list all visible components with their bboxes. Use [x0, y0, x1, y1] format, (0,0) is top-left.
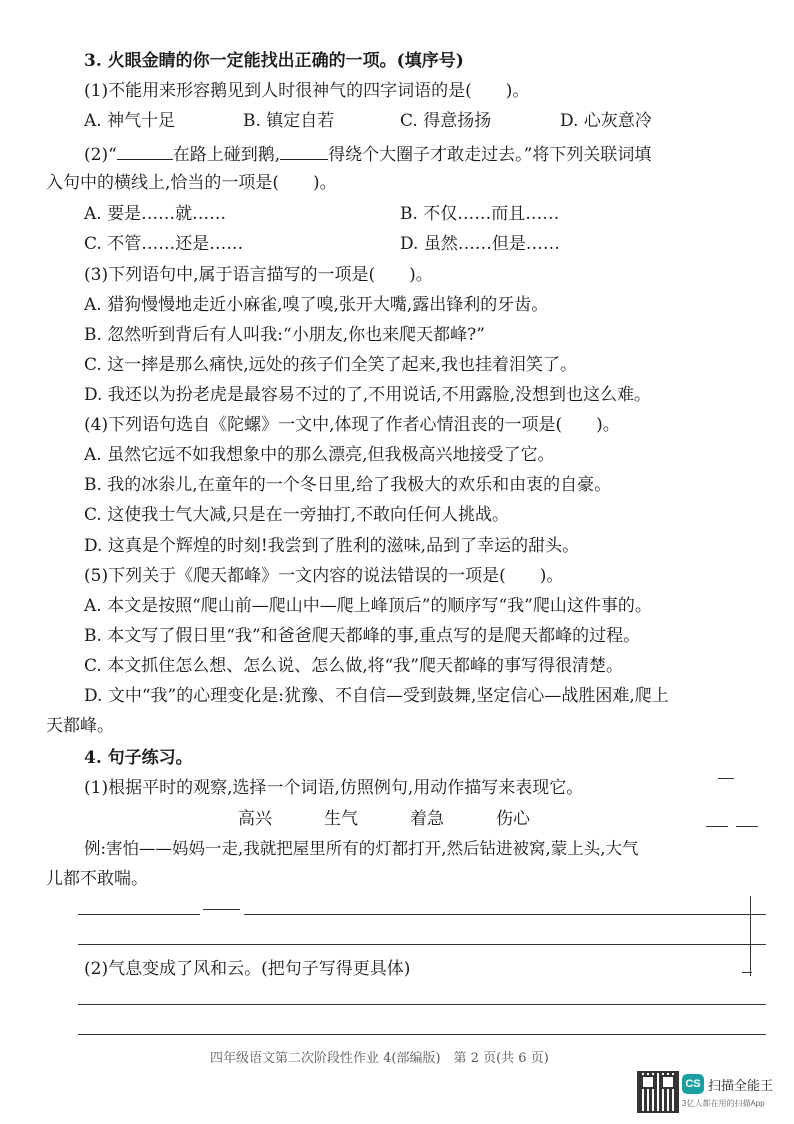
- stray-mark: [718, 778, 734, 779]
- q3-1-stem: (1)不能用来形容鹅见到人时很神气的四字词语的是( )。: [84, 81, 530, 101]
- fill-blank-2[interactable]: [280, 142, 328, 160]
- scanner-tagline: 3亿人都在用的扫描App: [682, 1099, 765, 1108]
- question-3-title: 3. 火眼金睛的你一定能找出正确的一项。(填序号): [84, 51, 464, 71]
- q3-3-option-b: B. 忽然听到背后有人叫我:“小朋友,你也来爬天都峰?”: [84, 325, 485, 345]
- q3-5-option-c: C. 本文抓住怎么想、怎么说、怎么做,将“我”爬天都峰的事写得很清楚。: [84, 656, 623, 676]
- word-choice-4: 伤心: [496, 809, 530, 829]
- q3-3-option-a: A. 猎狗慢慢地走近小麻雀,嗅了嗅,张开大嘴,露出锋利的牙齿。: [84, 295, 549, 315]
- q4-2-stem: (2)气息变成了风和云。(把句子写得更具体): [84, 959, 411, 979]
- q3-2-stem-line2: 入句中的横线上,恰当的一项是( )。: [46, 173, 337, 193]
- qr-code-icon: [637, 1071, 679, 1113]
- stray-mark: [742, 972, 752, 973]
- q3-4-stem: (4)下列语句选自《陀螺》一文中,体现了作者心情沮丧的一项是( )。: [84, 415, 620, 435]
- q3-2-option-a: A. 要是……就……: [84, 204, 227, 224]
- answer-line-4[interactable]: [78, 1034, 766, 1035]
- q3-1-option-d: D. 心灰意冷: [560, 111, 652, 131]
- stray-mark: [706, 826, 728, 827]
- q3-3-option-d: D. 我还以为扮老虎是最容易不过的了,不用说话,不用露脸,没想到也这么难。: [84, 385, 652, 405]
- q3-5-stem: (5)下列关于《爬天都峰》一文内容的说法错误的一项是( )。: [84, 566, 564, 586]
- q3-2-stem: [84, 142, 651, 166]
- question-4-title: 4. 句子练习。: [84, 748, 193, 768]
- q3-1-option-c: C. 得意扬扬: [400, 111, 492, 131]
- q3-5-option-d: D. 文中“我”的心理变化是:犹豫、不自信—受到鼓舞,坚定信心—战胜困难,爬上: [84, 686, 669, 706]
- answer-line-word[interactable]: [78, 914, 200, 915]
- margin-mark: [750, 896, 751, 976]
- q3-4-option-b: B. 我的冰尜儿,在童年的一个冬日里,给了我极大的欢乐和由衷的自豪。: [84, 475, 612, 495]
- fill-blank-1[interactable]: [117, 142, 173, 160]
- page-footer: 四年级语文第二次阶段性作业 4(部编版) 第 2 页(共 6 页): [210, 1051, 549, 1066]
- q3-2-option-c: C. 不管……还是……: [84, 234, 244, 254]
- answer-dash: [203, 909, 240, 910]
- word-choice-1: 高兴: [238, 809, 272, 829]
- q3-2-stem-part3: 得绕个大圈子才敢走过去。”将下列关联词填: [328, 145, 652, 165]
- answer-line-3[interactable]: [78, 1004, 766, 1005]
- example-sentence-line2: 儿都不敢喘。: [46, 869, 148, 889]
- q3-4-option-a: A. 虽然它远不如我想象中的那么漂亮,但我极高兴地接受了它。: [84, 445, 555, 465]
- q3-5-option-a: A. 本文是按照“爬山前—爬山中—爬上峰顶后”的顺序写“我”爬山这件事的。: [84, 596, 652, 616]
- q3-5-option-b: B. 本文写了假日里“我”和爸爸爬天都峰的事,重点写的是爬天都峰的过程。: [84, 626, 641, 646]
- scanner-app-name: 扫描全能王: [708, 1078, 774, 1093]
- q3-4-option-c: C. 这使我士气大减,只是在一旁抽打,不敢向任何人挑战。: [84, 505, 510, 525]
- word-choices: [238, 808, 582, 830]
- q3-2-option-b: B. 不仅……而且……: [400, 204, 560, 224]
- q3-2-stem-part2: 在路上碰到鹅,: [172, 145, 281, 165]
- q3-2-stem-part1: (2)“: [84, 145, 117, 165]
- answer-line-1[interactable]: [244, 914, 766, 915]
- camscanner-logo-icon: CS: [682, 1074, 704, 1094]
- word-choice-2: 生气: [324, 809, 358, 829]
- example-sentence-line1: 例:害怕——妈妈一走,我就把屋里所有的灯都打开,然后钻进被窝,蒙上头,大气: [84, 839, 639, 858]
- word-choice-3: 着急: [410, 809, 444, 829]
- q3-3-option-c: C. 这一摔是那么痛快,远处的孩子们全笑了起来,我也挂着泪笑了。: [84, 355, 578, 375]
- answer-line-2[interactable]: [78, 944, 766, 945]
- q3-1-option-a: A. 神气十足: [84, 111, 176, 131]
- q3-4-option-d: D. 这真是个辉煌的时刻!我尝到了胜利的滋味,品到了幸运的甜头。: [84, 536, 580, 556]
- q4-1-stem: (1)根据平时的观察,选择一个词语,仿照例句,用动作描写来表现它。: [84, 778, 584, 798]
- q3-3-stem: (3)下列语句中,属于语言描写的一项是( )。: [84, 265, 433, 285]
- stray-mark: [736, 826, 758, 827]
- q3-2-option-d: D. 虽然……但是……: [400, 234, 560, 254]
- q3-5-option-d-continued: 天都峰。: [46, 716, 114, 736]
- q3-1-option-b: B. 镇定自若: [243, 111, 335, 131]
